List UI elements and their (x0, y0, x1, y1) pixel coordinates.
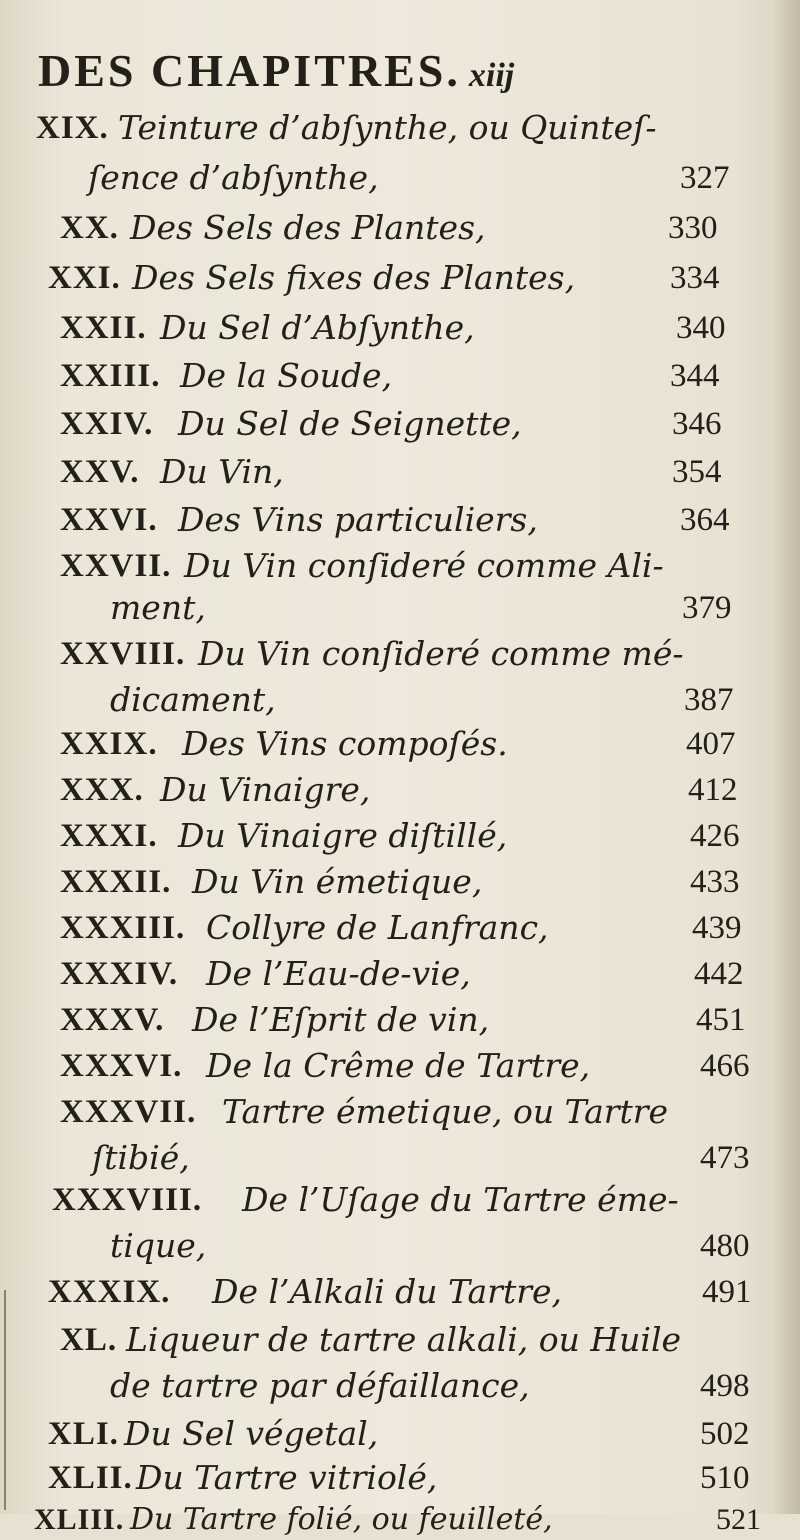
chapter-title: Collyre de Lanfranc, (206, 908, 549, 947)
chapter-title: De la Soude, (180, 356, 393, 395)
page-reference: 330 (668, 210, 718, 246)
chapter-number: XL. (60, 1322, 118, 1358)
toc-entry (0, 452, 800, 492)
toc-entry (0, 1458, 800, 1498)
toc-entry-continuation (0, 588, 800, 628)
page-reference: 354 (672, 454, 722, 490)
toc-entry (0, 1414, 800, 1454)
toc-entry-continuation (0, 1366, 800, 1406)
toc-entry (0, 1092, 800, 1132)
page-reference: 407 (686, 726, 736, 762)
chapter-title: De l’Alkali du Tartre, (212, 1272, 562, 1311)
toc-entry (0, 258, 800, 298)
chapter-number: XXIV. (60, 406, 154, 442)
page-reference: 521 (716, 1503, 761, 1536)
chapter-title: Du Vin, (160, 452, 284, 491)
chapter-title: Du Vin conſideré comme Ali- (184, 546, 664, 585)
chapter-title: Liqueur de tartre alkali, ou Huile (126, 1320, 682, 1359)
chapter-number: XXXVI. (60, 1048, 183, 1084)
toc-entry (0, 634, 800, 674)
toc-entry (0, 1046, 800, 1086)
header-page-number: xiij (468, 57, 515, 94)
chapter-title-continued: de tartre par défaillance, (110, 1366, 530, 1405)
chapter-title: De l’Uſage du Tartre éme- (242, 1180, 679, 1219)
toc-entry (0, 1180, 800, 1220)
chapter-title-continued: ment, (110, 588, 206, 627)
chapter-number: XXXVII. (60, 1094, 197, 1130)
chapter-title: Du Vin conſideré comme mé- (198, 634, 684, 673)
chapter-title-continued: tique, (110, 1226, 207, 1265)
chapter-title: Teinture d’abſynthe, ou Quinteſ- (118, 108, 657, 147)
chapter-number: XXXIII. (60, 910, 186, 946)
page-reference: 442 (694, 956, 744, 992)
chapter-number: XXX. (60, 772, 144, 808)
toc-entry (0, 1000, 800, 1040)
chapter-number: XLII. (48, 1460, 133, 1496)
chapter-number: XXXIV. (60, 956, 179, 992)
page-reference: 334 (670, 260, 720, 296)
chapter-number: XLI. (48, 1416, 119, 1452)
page-reference: 502 (700, 1416, 750, 1452)
page-reference: 340 (676, 310, 726, 346)
page-reference: 327 (680, 160, 730, 196)
toc-entry (0, 862, 800, 902)
chapter-number: XXXV. (60, 1002, 165, 1038)
chapter-number: XXVIII. (60, 636, 186, 672)
toc-entry (0, 1320, 800, 1360)
chapter-title: Du Sel de Seignette, (178, 404, 522, 443)
toc-entry (0, 500, 800, 540)
chapter-title: De l’Eſprit de vin, (192, 1000, 490, 1039)
chapter-number: XXII. (60, 310, 147, 346)
page-reference: 433 (690, 864, 740, 900)
chapter-title: Du Tartre folié, ou feuilleté, (130, 1502, 553, 1537)
chapter-number: XXVII. (60, 548, 172, 584)
chapter-title: De la Crême de Tartre, (206, 1046, 591, 1085)
chapter-title: Du Vin émetique, (192, 862, 483, 901)
chapter-number: XX. (60, 210, 119, 246)
toc-entry (0, 816, 800, 856)
chapter-title: Du Vinaigre, (160, 770, 371, 809)
chapter-title: De l’Eau-de-vie, (206, 954, 471, 993)
page-reference: 364 (680, 502, 730, 538)
running-header (38, 44, 514, 97)
page-reference: 466 (700, 1048, 750, 1084)
header-title: DES CHAPITRES. (38, 45, 461, 96)
toc-entry (0, 108, 800, 148)
toc-entry (0, 908, 800, 948)
toc-entry-continuation (0, 1138, 800, 1178)
page-reference: 412 (688, 772, 738, 808)
toc-entry-continuation (0, 158, 800, 198)
chapter-title: Du Sel végetal, (124, 1414, 379, 1453)
toc-entry (0, 724, 800, 764)
chapter-title: Des Sels fixes des Plantes, (132, 258, 576, 297)
chapter-number: XXI. (48, 260, 121, 296)
toc-entry (0, 954, 800, 994)
page-reference: 491 (702, 1274, 752, 1310)
toc-entry-continuation (0, 680, 800, 720)
page-reference: 473 (700, 1140, 750, 1176)
chapter-title: Du Tartre vitriolé, (136, 1458, 438, 1497)
chapter-title-continued: ſtibié, (92, 1138, 190, 1177)
chapter-number: XXXIX. (48, 1274, 171, 1310)
page-reference: 387 (684, 682, 734, 718)
chapter-number: XIX. (36, 110, 109, 146)
page-reference: 439 (692, 910, 742, 946)
page-reference: 480 (700, 1228, 750, 1264)
toc-entry (0, 308, 800, 348)
chapter-title: Des Vins particuliers, (178, 500, 538, 539)
chapter-title: Des Vins compoſés. (182, 724, 508, 763)
chapter-number: XXVI. (60, 502, 158, 538)
chapter-title-continued: dicament, (110, 680, 276, 719)
chapter-title-continued: ſence d’abſynthe, (88, 158, 379, 197)
page-reference: 426 (690, 818, 740, 854)
toc-entry (0, 356, 800, 396)
toc-entry (0, 208, 800, 248)
toc-entry (0, 1272, 800, 1312)
chapter-number: XXV. (60, 454, 140, 490)
chapter-number: XXXII. (60, 864, 172, 900)
toc-entry (0, 404, 800, 444)
toc-entry (0, 770, 800, 810)
chapter-number: XXIII. (60, 358, 161, 394)
chapter-number: XXIX. (60, 726, 158, 762)
chapter-number: XXXI. (60, 818, 158, 854)
page-reference: 510 (700, 1460, 750, 1496)
page-reference: 451 (696, 1002, 746, 1038)
page-reference: 379 (682, 590, 732, 626)
toc-entry-continuation (0, 1226, 800, 1266)
page-reference: 498 (700, 1368, 750, 1404)
page-reference: 346 (672, 406, 722, 442)
page-reference: 344 (670, 358, 720, 394)
chapter-title: Des Sels des Plantes, (130, 208, 486, 247)
chapter-number: XXXVIII. (52, 1182, 203, 1218)
toc-entry (0, 1500, 800, 1540)
chapter-title: Du Sel d’Abſynthe, (160, 308, 475, 347)
chapter-title: Du Vinaigre diſtillé, (178, 816, 508, 855)
toc-entry (0, 546, 800, 586)
chapter-number: XLIII. (34, 1503, 125, 1536)
chapter-title: Tartre émetique, ou Tartre (222, 1092, 669, 1131)
